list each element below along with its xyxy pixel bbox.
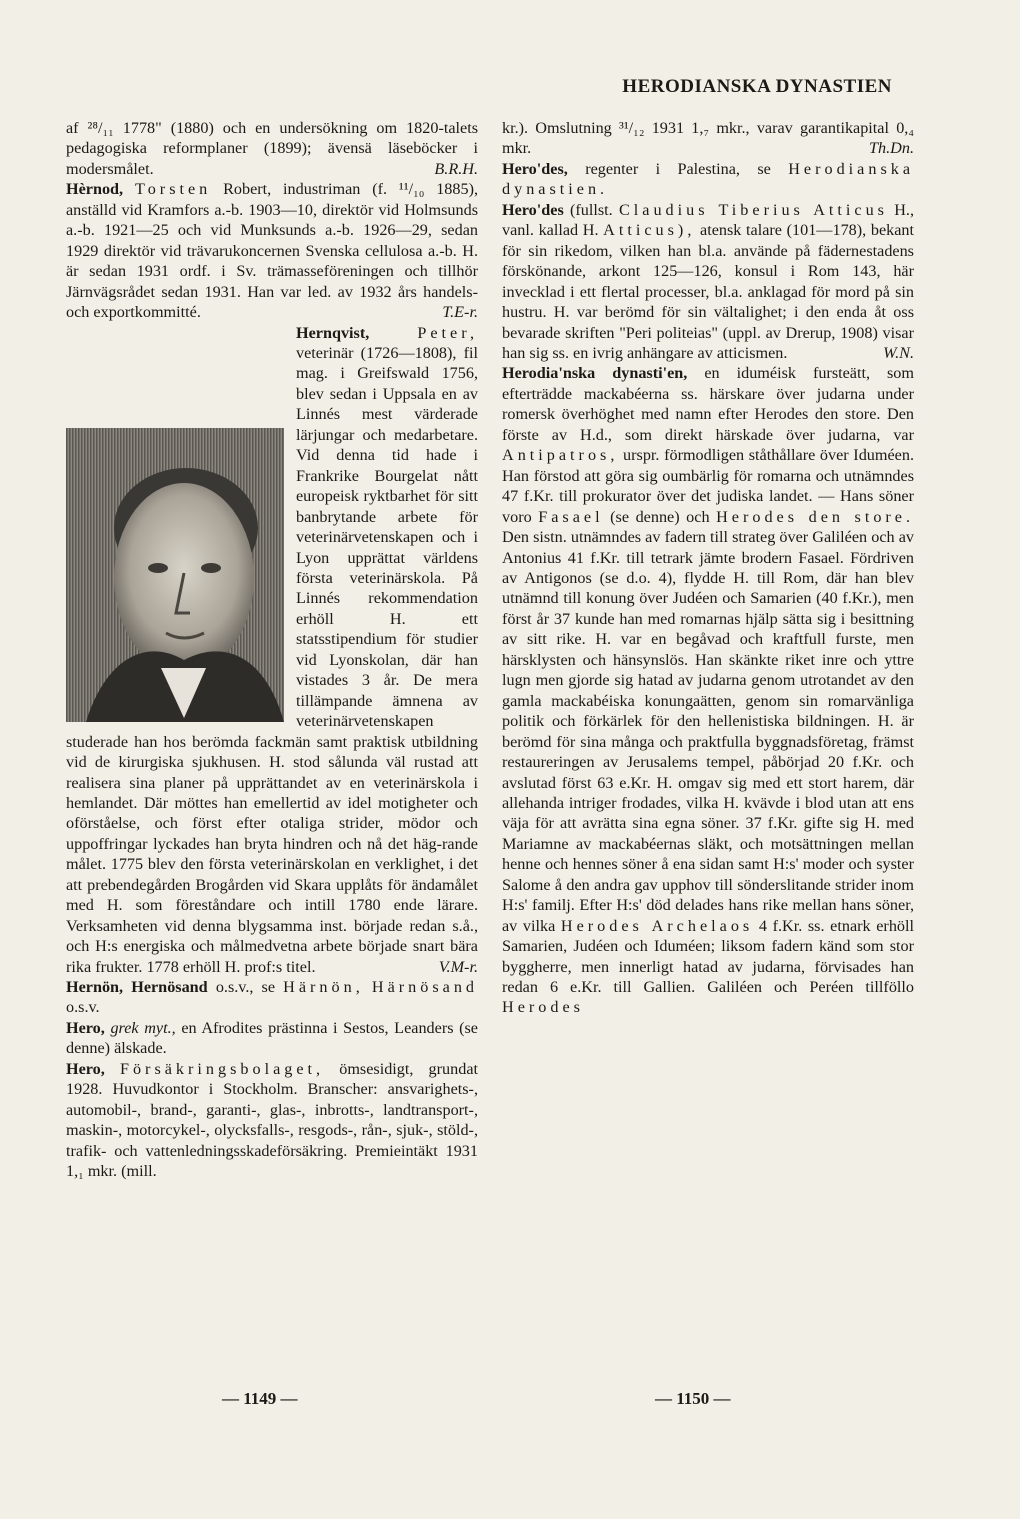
entry-continuation: kr.). Omslutning ³¹/₁₂ 1931 1,₇ mkr., varav garantikapital 0,₄ mkr. Th.Dn.	[502, 119, 914, 158]
entry-headword: Hèrnod,	[66, 180, 124, 199]
author-signature: Th.Dn.	[869, 139, 914, 158]
entry-headword: Hero,	[66, 1018, 105, 1037]
hernqvist-portrait	[66, 428, 284, 722]
entry-hernon: Hernön, Hernösand o.s.v., se Härnön, Härnösand o.s.v.	[66, 978, 479, 1017]
entry-hero-insurance: Hero, Försäkringsbolaget, ömsesidigt, grundat 1928. Huvudkontor i Stockholm. Branscher: ansvarighets-, automobil-, brand-, garanti-, glas-, inbrotts-, landtransport-, maskin-, motorcykel-, olycksfalls-, resgods-, rån-, sjuk-, stöld-, trafik- och vattenledningsskadeförsäkring. Premieintäkt 1931 1,₁ mkr. (mill.	[66, 1059, 479, 1181]
entry-headword: Hernqvist,	[296, 323, 370, 342]
entry-headword: Hernön, Hernösand	[66, 978, 208, 997]
author-signature: V.M-r.	[438, 957, 478, 976]
page-number-left: — 1149 —	[222, 1389, 298, 1408]
entry-herodes-rulers: Hero'des, regenter i Palestina, se Herodianska dynastien.	[502, 159, 915, 199]
entry-headword: Hero'des,	[502, 159, 568, 178]
running-header: HERODIANSKA DYNASTIEN	[622, 76, 892, 97]
page-number-right: — 1150 —	[655, 1389, 731, 1408]
entry-headword: Herodia'nska dynasti'en,	[502, 364, 688, 383]
entry-hernod: Hèrnod, Torsten Robert, industriman (f. ¹¹/₁₀ 1885), anställd vid Kramfors a.-b. 1903—10, direktör vid Holmsunds a.-b. 1921—25 och vid Munksunds a.-b. 1926—29, sedan 1929 direktör vid trävarukoncernen Svenska cellulosa a.-b. H. är sedan 1931 ordf. i Sv. trämasseföreningen och tillhör Järnvägsrådet sedan 1931. Han var led. av 1932 års handels- och exportkommitté. T.E-r.	[66, 180, 479, 322]
author-signature: W.N.	[883, 343, 914, 362]
entry-herodian-dynasty: Herodia'nska dynasti'en, en iduméisk fursteätt, som efterträdde mackabéerna ss. härskare över judarna under romersk överhöghet med namn efter Herodes den store. Den förste av H.d., som direkt härskade över judarna, var Antipatros, urspr. förmodligen ståthållare över Iduméen. Han förstod att göra sig oumbärlig för romarna och utnämndes 47 f.Kr. till prokurator över det judiska landet. — Hans söner voro Fasael (se denne) och Herodes den store. Den sistn. utnämndes av fadern till strateg över Galiléen och av Antonius 41 f.Kr. till tetrark jämte brodern Fasael. Fördriven av Antigonos (se d.o. 4), flydde H. till Rom, där han blev utnämnd till konung över Judéen och Samarien (40 f.Kr.), men först år 37 kunde han med romarnas hjälp sätta sig i besittning av sitt rike. H. var en begåvad och kraftfull furste, men härsklysten och hänsynslös. Han skänkte riket inre och yttre lugn men gjorde sig hatad av judarna genom utrotandet av den gamla mackabéiska konungaätten, genom sin romarvänliga politik och förkärlek för den hellenistiska bildningen. H. är berömd för sina många och praktfulla byggnadsföretag, främst restaureringen av Jerusalems tempel, påbörjad 20 f.Kr. och avslutad först 63 e.Kr. H. omgav sig med ett stort harem, där allehanda intriger frodades, vilka H. kvävde i blod utan att ens väja för att avrätta sina egna söner. 37 f.Kr. gifte sig H. med Mariamne av mackabéernas släkt, och motsättningen mellan henne och hennes söner å ena sidan samt H:s' moder och syster Salome å den andra gav upphov till sönderslitande strider inom H:s' familj. Efter H:s' död delades hans rike mellan hans söner, av vilka Herodes Archelaos 4 f.Kr. ss. etnark erhöll Samarien, Judéen och Iduméen; liksom fadern känd som stor byggherre, men innerligt hatad av judarna, förvisades han redan 6 e.Kr. till Gallien. Galiléen och Peréen tillföllo Herodes	[502, 364, 915, 1017]
author-signature: B.R.H.	[434, 159, 478, 178]
entry-hero-myth: Hero, grek myt., en Afrodites prästinna i Sestos, Leanders (se denne) älskade.	[66, 1018, 478, 1058]
entry-headword: Hero,	[66, 1059, 105, 1078]
entry-continuation: af ²⁸/₁₁ 1778" (1880) och en undersökning om 1820-talets pedagogiska reformplaner (1899); ävensä läseböcker i modersmålet. B.R.H.	[66, 119, 478, 178]
right-column	[502, 118, 914, 1018]
entry-headword: Hero'des	[502, 200, 564, 219]
author-signature: T.E-r.	[442, 303, 478, 322]
portrait-image	[66, 428, 284, 722]
entry-hernqvist: Hernqvist, Peter, veterinär (1726—1808), fil mag. i Greifswald 1756, blev sedan i Uppsala en av Linnés mest värderade lärjungar och medarbetare. Vid denna tid hade i Frankrike Bourgelat nått europeisk ryktbarhet för sitt banbrytande arbete för veterinärvetenskapen och i Lyon upprättat världens första veterinärskola. På Linnés rekommendation erhöll H. ett statsstipendium för studier vid Lyonskolan, där han vistades 3 år. De mera tillämpande ämnena av veterinärvetenskapen studerade han hos berömda fackmän samt praktisk utbildning vid de kirurgiska sjukhusen. H. stod sålunda väl rustad att realisera sina planer på upprättandet av en veterinärskola i hemlandet. Där möttes han emellertid av idel motigheter och oförståelse, och först efter otaliga strider, mödor och uppoffringar lyckades han bryta hindren och nå det häg-rande målet. 1775 blev den första veterinärskolan en verklighet, i det att prebendegården Brogården vid Skara upplåts för ändamålet med H. som föreståndare och intill 1780 ende lärare. Verksamheten vid denna blygsamma inst. började redan s.å., och H:s energiska och målmedvetna arbete började snart bära rika frukter. 1778 erhöll H. prof:s titel. V.M-r.	[66, 323, 478, 976]
entry-herodes-atticus: Hero'des (fullst. Claudius Tiberius Atticus H., vanl. kallad H. Atticus), atensk talare (101—178), bekant för sin rikedom, vilken han bl.a. använde på fädernestadens förskönande, arkont 125—126, konsul i Rom 143, här invecklad i ett flertal processer, bl.a. anklagad för mord på sin hustru. H. var berömd för sin vältalighet; i den enda åt oss bevarade skriften "Peri politeias" (uppl. av Drerup, 1908) visar han sig ss. en ivrig anhängare av atticismen. W.N.	[502, 200, 915, 362]
